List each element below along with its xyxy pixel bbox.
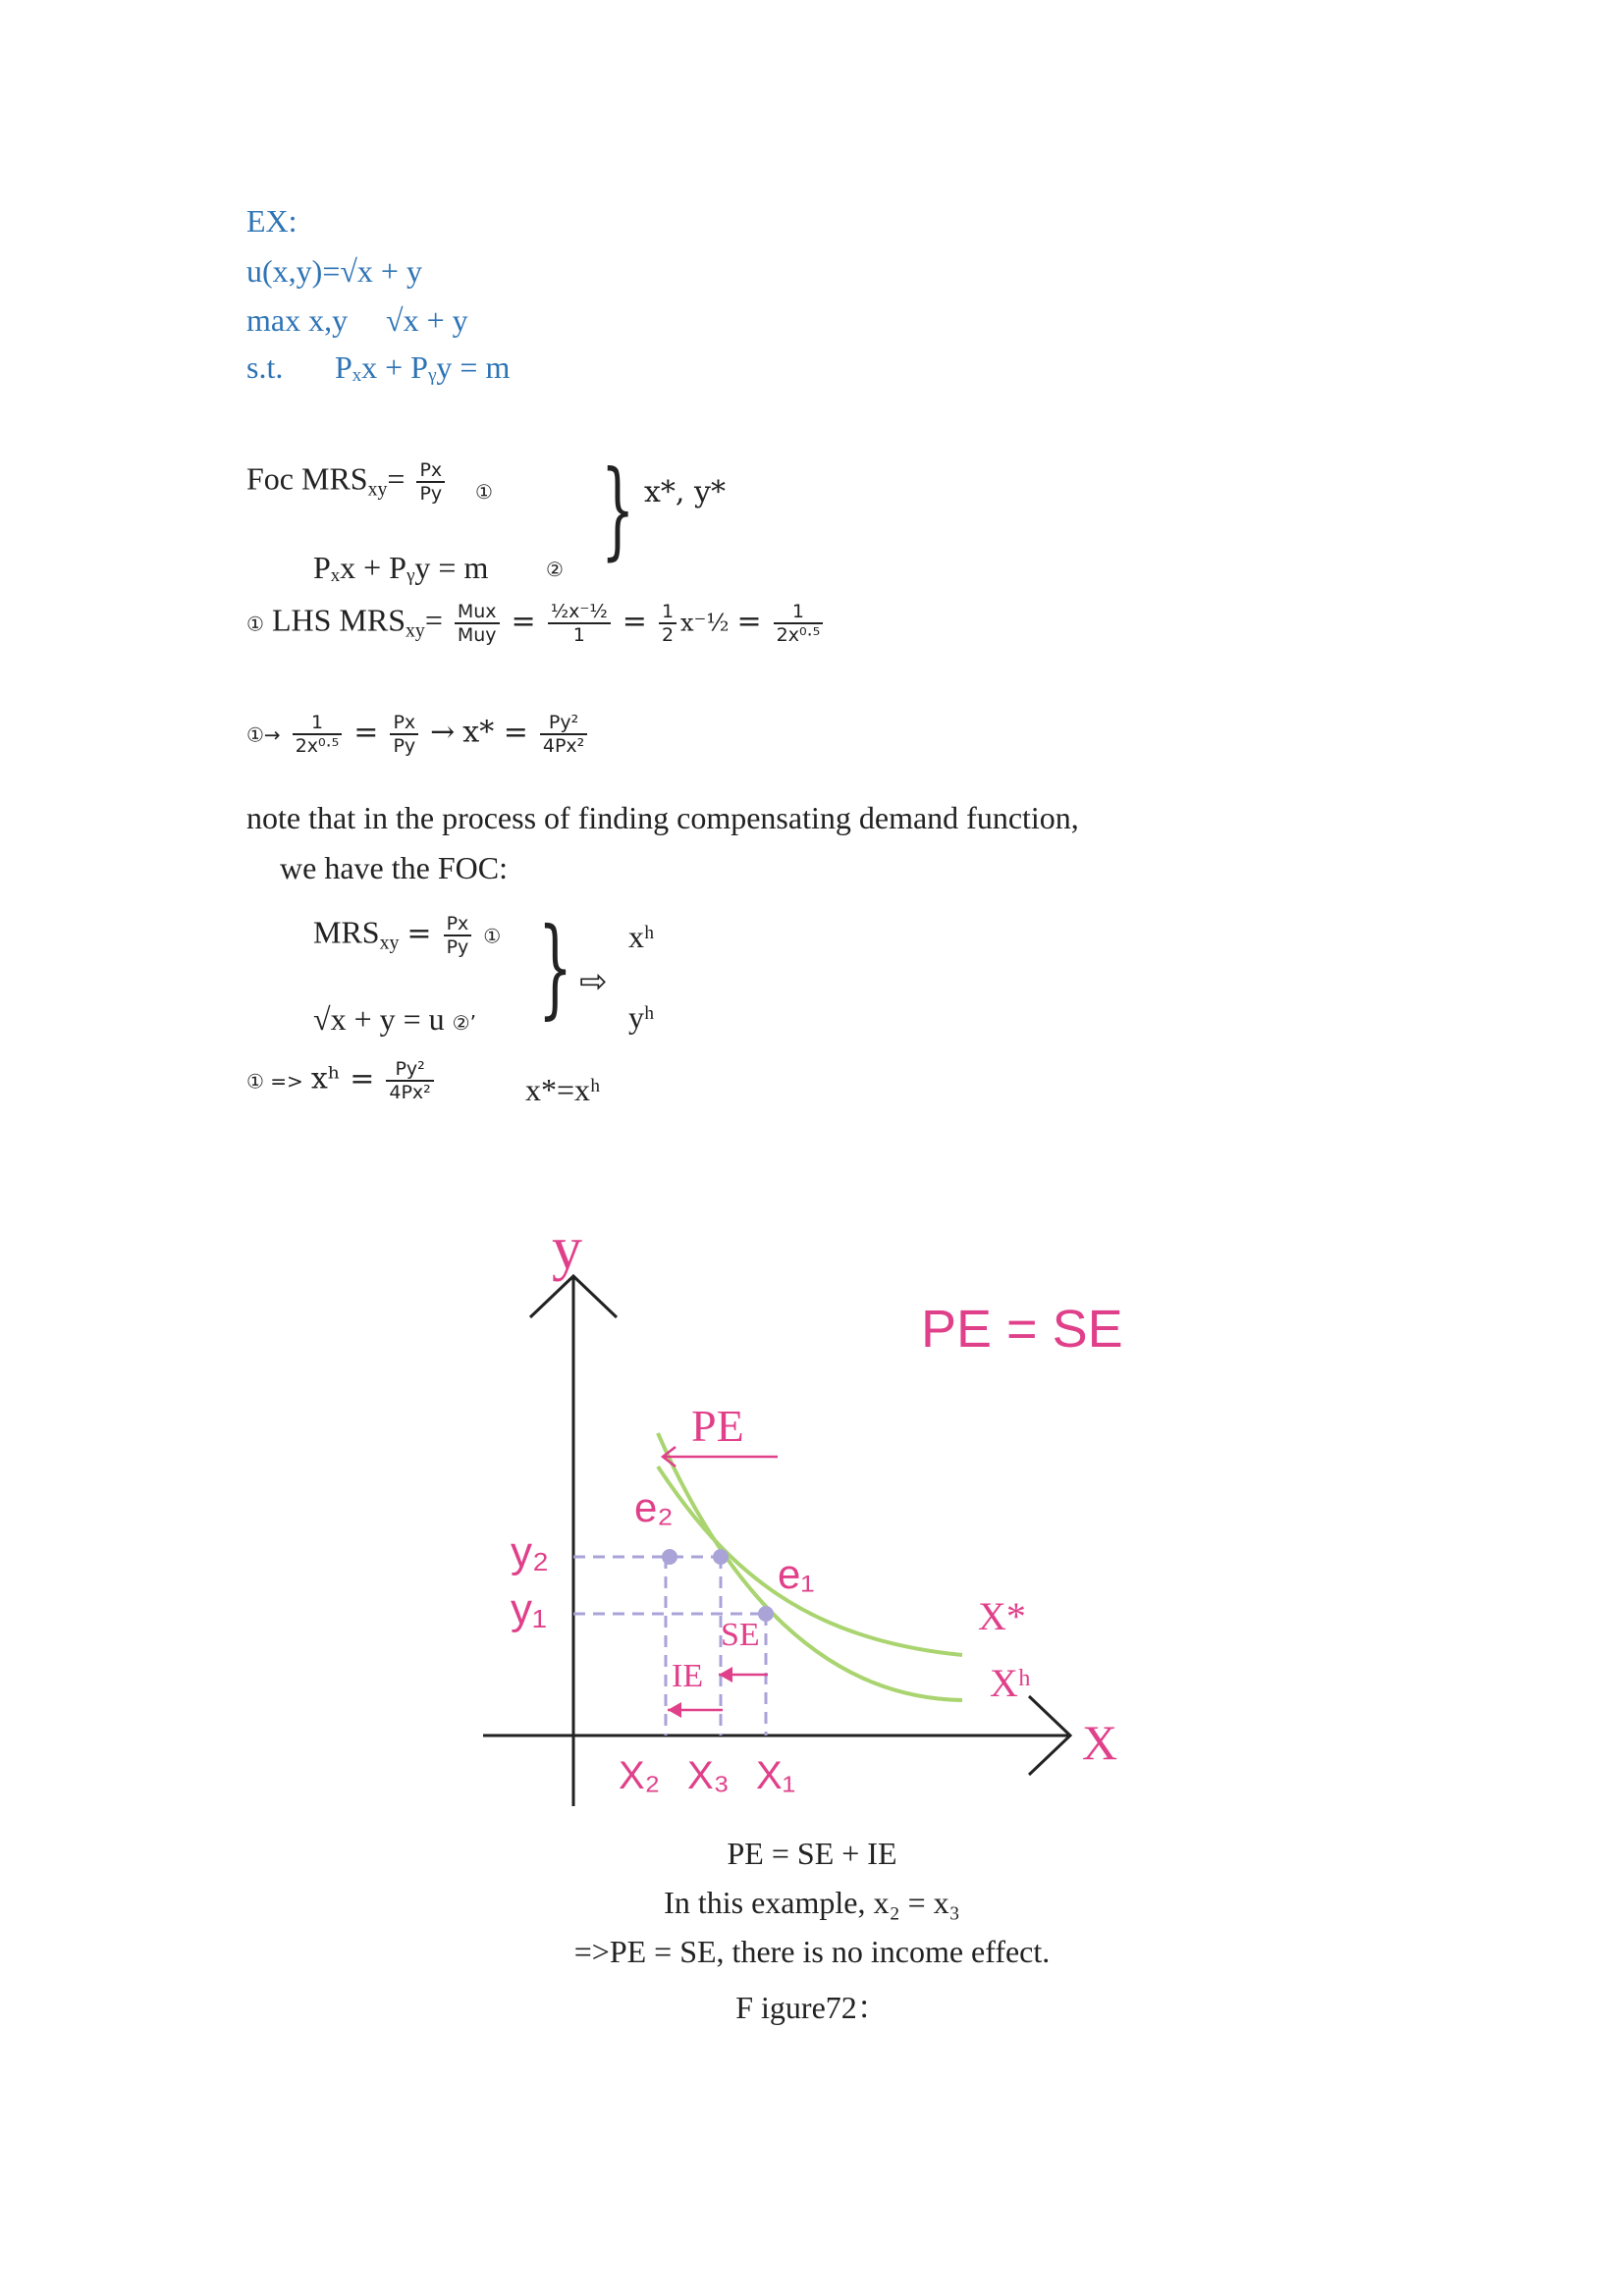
lhs-frac-result-num: 1 (791, 601, 804, 622)
ie-arrow-head (668, 1702, 681, 1718)
lhs-marker: ① (246, 612, 264, 636)
st-label: s.t. (246, 349, 284, 385)
caption-line-2: In this example, x₂ = x₃ (664, 1885, 960, 1920)
lhs-power: x⁻½ (680, 609, 730, 637)
lhs-frac-mu-num: Mux (457, 601, 497, 622)
lhs-frac-half-den: 2 (661, 624, 675, 646)
step-line (246, 712, 591, 757)
foc-line (246, 459, 449, 505)
result-frac-den: 4Px² (389, 1082, 431, 1103)
comp-marker-2: ②’ (452, 1011, 476, 1035)
ie-label: IE (672, 1658, 704, 1694)
x1-label: X₁ (756, 1754, 796, 1797)
step-frac-1-den: 2x⁰·⁵ (295, 735, 340, 757)
result-marker: ① => (246, 1069, 303, 1094)
x3-label: X₃ (687, 1754, 730, 1797)
e2-label: e₂ (634, 1484, 674, 1530)
comp-yh: yʰ (628, 999, 655, 1035)
lhs-frac-deriv (548, 601, 611, 646)
y2-label: y₂ (511, 1528, 550, 1576)
result-xh: xʰ = (310, 1061, 375, 1096)
step-frac-2 (390, 712, 418, 757)
lhs-line (246, 601, 827, 646)
point-e3 (713, 1549, 729, 1565)
utility-function: u(x,y)=√x + y (246, 253, 422, 289)
comp-frac-den: Py (446, 936, 469, 958)
comp-xh: xʰ (628, 919, 655, 954)
max-expression: √x + y (386, 302, 468, 338)
foc-eq: = (387, 460, 406, 497)
result-frac (386, 1058, 433, 1103)
budget-constraint: Pₓx + Pᵧy = m (335, 349, 511, 385)
step-xstar: x* = (462, 715, 528, 750)
note-line-1: note that in the process of finding compensating demand function, (246, 800, 1079, 835)
x-h-label: Xʰ (990, 1661, 1031, 1705)
foc-label-sub: xy (367, 478, 388, 501)
effects-diagram (461, 1207, 1168, 1826)
comp-mrs-sub: xy (379, 932, 400, 954)
lhs-eq: = (424, 602, 443, 638)
lhs-eq4: = (736, 604, 762, 639)
figure-caption: F igure72： (735, 1990, 889, 2025)
example-label: EX: (246, 203, 298, 239)
lhs-frac-deriv-den: 1 (572, 624, 585, 646)
lhs-frac-result-den: 2x⁰·⁵ (776, 624, 821, 646)
step-frac-2-den: Py (393, 735, 416, 757)
x2-label: X₂ (619, 1754, 661, 1797)
marker-2: ② (546, 558, 564, 581)
se-label: SE (721, 1617, 760, 1653)
caption-line-1: PE = SE + IE (727, 1836, 897, 1871)
comp-brace: } (538, 904, 572, 1030)
foc-label: Foc MRS (246, 460, 368, 497)
lhs-frac-result (774, 601, 824, 646)
lhs-frac-mu-den: Muy (457, 624, 497, 646)
marker-1: ① (475, 480, 493, 504)
comp-marker-1: ① (483, 924, 502, 948)
foc-fraction-num: Px (419, 459, 443, 481)
e1-label: e₁ (778, 1551, 815, 1597)
step-frac-1 (293, 712, 343, 757)
result-equal-note: x*=xʰ (525, 1072, 601, 1107)
step-frac-3-num: Py² (548, 712, 579, 733)
step-marker: ①→ (246, 722, 281, 747)
step-frac-3-den: 4Px² (542, 735, 585, 757)
point-e2 (662, 1549, 677, 1565)
pe-se-label: PE = SE (921, 1300, 1123, 1359)
comp-utility-expr: √x + y = u (313, 1001, 445, 1037)
y1-label: y₁ (511, 1585, 547, 1633)
step-eq: = (353, 715, 379, 750)
comp-mrs: MRS (313, 914, 380, 950)
lhs-label: LHS MRS (271, 602, 406, 638)
max-label: max x,y (246, 302, 349, 338)
result-line (246, 1058, 438, 1103)
foc-budget: Pₓx + Pᵧy = m (313, 550, 489, 585)
implies-arrow: ⇨ (579, 962, 608, 1001)
foc-fraction-den: Py (419, 483, 443, 505)
comp-frac-num: Px (446, 913, 469, 934)
foc-solution: x*, y* (644, 475, 726, 509)
lhs-frac-half-num: 1 (661, 601, 675, 622)
comp-eq: = (406, 916, 432, 951)
step-frac-2-num: Px (393, 712, 416, 733)
lhs-label-sub: xy (405, 619, 425, 642)
comp-frac (444, 913, 472, 958)
lhs-eq2: = (511, 604, 536, 639)
point-e1 (758, 1606, 774, 1622)
result-frac-num: Py² (395, 1058, 425, 1080)
x-axis-label: X (1082, 1715, 1118, 1770)
step-arrow: → (430, 715, 456, 750)
lhs-eq3: = (622, 604, 647, 639)
step-frac-1-num: 1 (310, 712, 324, 733)
y-axis-label: y (552, 1215, 582, 1282)
foc-fraction (416, 459, 445, 505)
comp-utility (313, 1001, 476, 1038)
x-star-label: X* (978, 1594, 1026, 1638)
foc-brace: } (601, 449, 635, 571)
comp-line (313, 913, 501, 958)
step-frac-3 (540, 712, 587, 757)
pe-label: PE (691, 1401, 744, 1451)
lhs-frac-mu (455, 601, 500, 646)
lhs-frac-deriv-num: ½x⁻½ (550, 601, 608, 622)
lhs-frac-half (659, 601, 677, 646)
note-line-2: we have the FOC: (280, 850, 508, 885)
caption-line-3: =>PE = SE, there is no income effect. (573, 1934, 1051, 1969)
